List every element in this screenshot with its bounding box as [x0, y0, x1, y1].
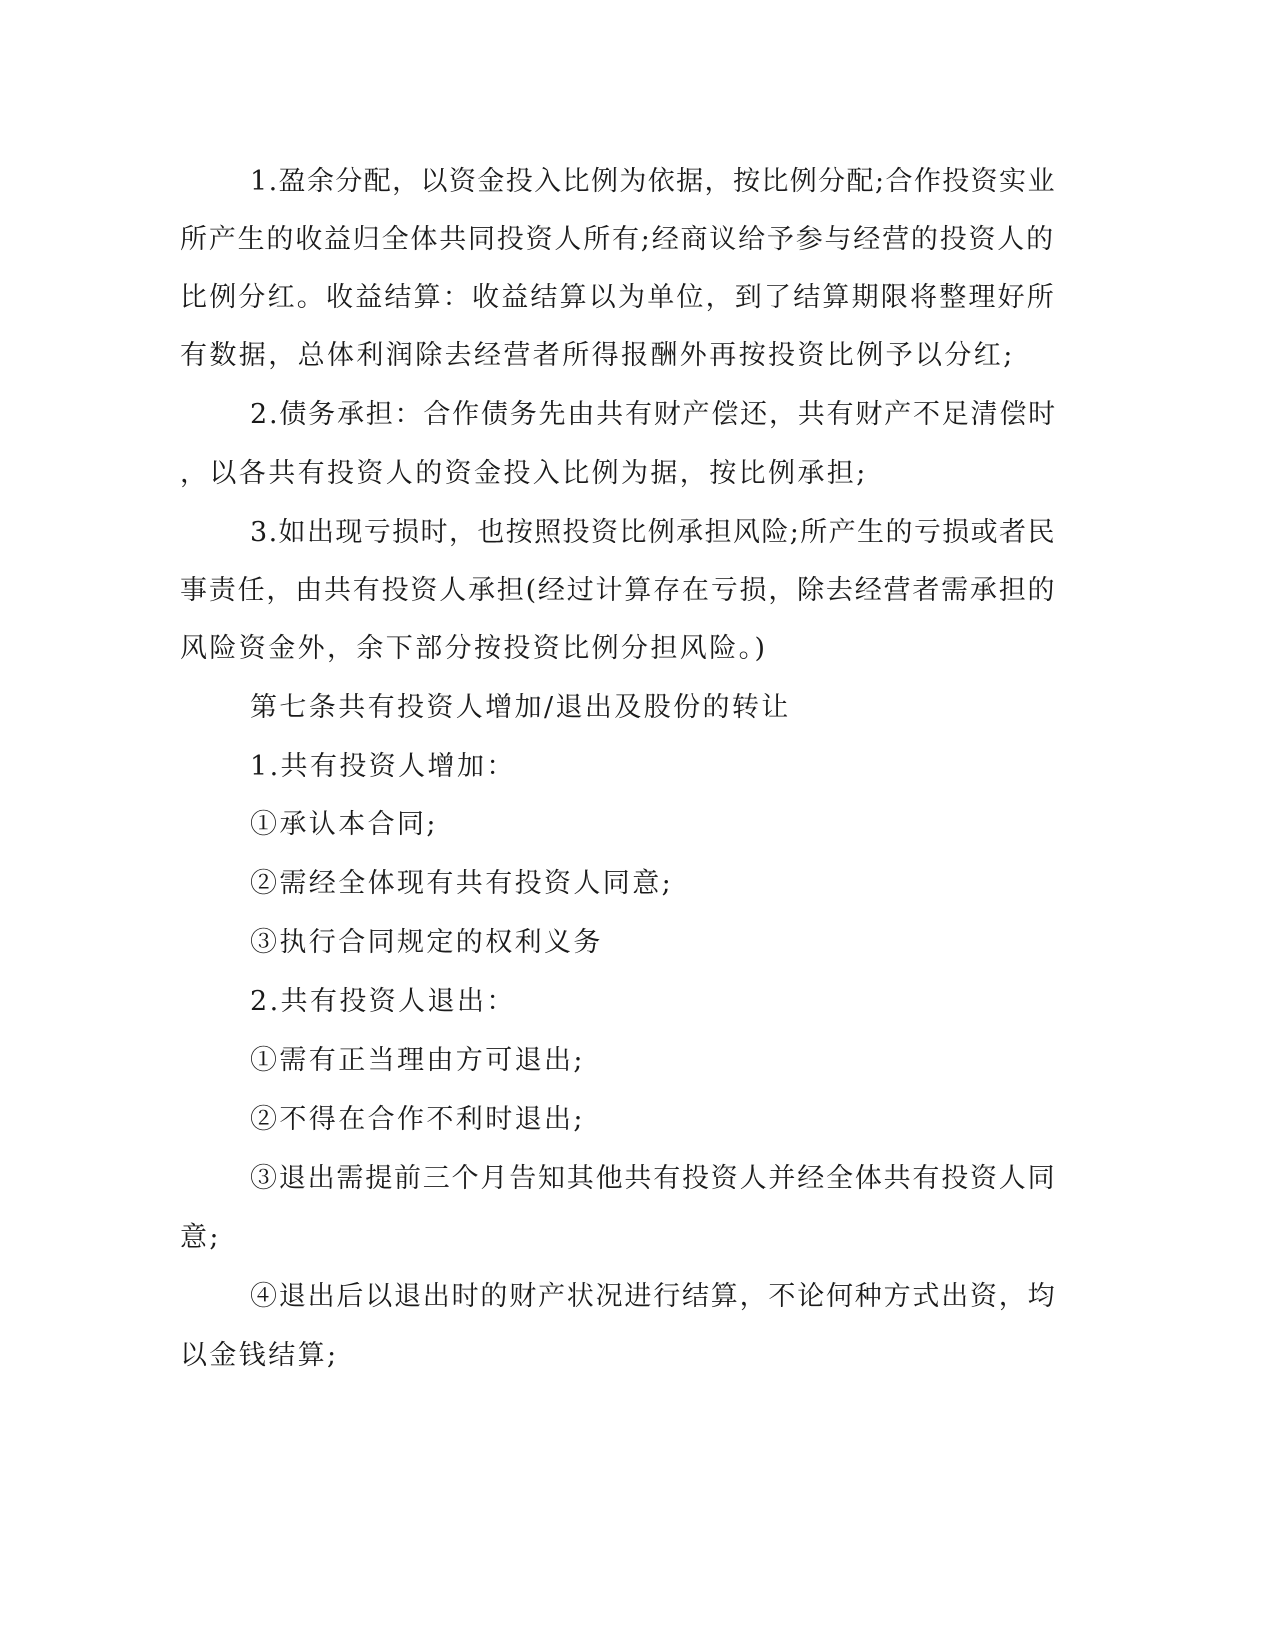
text-line: 事责任，由共有投资人承担(经过计算存在亏损，除去经营者需承担的: [180, 575, 1057, 606]
text-line: 以金钱结算;: [180, 1340, 339, 1371]
list-item: ①承认本合同;: [250, 809, 438, 840]
list-item: ③执行合同规定的权利义务: [250, 927, 603, 958]
list-item: ②需经全体现有共有投资人同意;: [250, 868, 674, 899]
text-line: 1.盈余分配，以资金投入比例为依据，按比例分配;合作投资实业: [250, 166, 1056, 197]
text-line: 有数据，总体利润除去经营者所得报酬外再按投资比例予以分红;: [180, 340, 1015, 371]
text-line: ，以各共有投资人的资金投入比例为据，按比例承担;: [180, 458, 868, 489]
text-line: 意;: [180, 1222, 221, 1253]
text-line: 所产生的收益归全体共同投资人所有;经商议给予参与经营的投资人的: [180, 224, 1055, 255]
text-line: 3.如出现亏损时，也按照投资比例承担风险;所产生的亏损或者民: [250, 517, 1056, 548]
list-item: ④退出后以退出时的财产状况进行结算，不论何种方式出资，均: [250, 1281, 1057, 1312]
text-line: 2.债务承担：合作债务先由共有财产偿还，共有财产不足清偿时: [250, 399, 1057, 430]
text-line: 1.共有投资人增加：: [250, 751, 516, 782]
section-heading: 第七条共有投资人增加/退出及股份的转让: [250, 692, 791, 723]
text-line: 比例分红。收益结算：收益结算以为单位，到了结算期限将整理好所: [180, 282, 1056, 313]
text-line: 2.共有投资人退出：: [250, 986, 516, 1017]
text-line: 风险资金外，余下部分按投资比例分担风险。): [180, 633, 768, 664]
list-item: ②不得在合作不利时退出;: [250, 1104, 585, 1135]
list-item: ③退出需提前三个月告知其他共有投资人并经全体共有投资人同: [250, 1163, 1057, 1194]
list-item: ①需有正当理由方可退出;: [250, 1045, 585, 1076]
